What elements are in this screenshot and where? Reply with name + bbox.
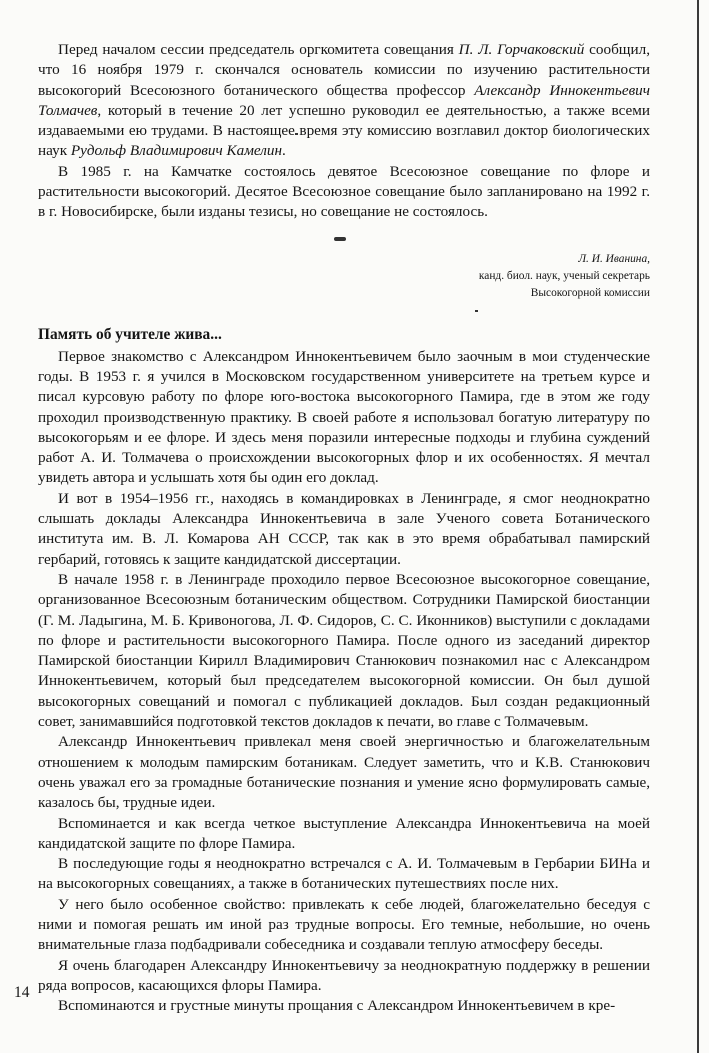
section-paragraph: Первое знакомство с Александром Иннокентьевичем было заочным в мои студенческие годы. В 1953 г. я учился в Московском государственном университете на третьем курсе и писал курсовую работу по флоре юго-востока высокогорного Памира, где в этом же году проходил производственную практику. В своей работе я использовал богатую литературу по высокогорьям и ее флоре. И здесь меня поразили интересные подходы и глубина суждений работ А. И. Толмачева о происхождении высокогорных флор и их особенностях. Я мечтал увидеть автора и услышать хотя бы один его доклад.	[38, 347, 650, 487]
section-paragraph: Вспоминаются и грустные минуты прощания с Александром Иннокентьевичем в кре-	[58, 997, 616, 1015]
section-paragraph: У него было особенное свойство: привлекать к себе людей, благожелательно беседуя с ними и помогая решать им иной раз трудные вопросы. Его темные, небольшие, но очень внимательные глаза подбадривали собеседника и создавали теплую атмосферу беседы.	[38, 895, 650, 954]
signature-block	[38, 251, 650, 302]
section-paragraph: Вспоминается и как всегда четкое выступление Александра Иннокентьевича на моей кандидатской защите по флоре Памира.	[38, 814, 650, 852]
person-name: Рудольф Владимирович Камелин	[70, 142, 283, 160]
scan-edge-rule	[697, 0, 699, 1053]
page-body	[38, 40, 650, 1016]
person-name: Александр Иннокентьевич Толмачев	[38, 81, 651, 119]
section-paragraph: Александр Иннокентьевич привлекал меня своей энергичностью и благожелательным отношением к молодым памирским ботаникам. Следует заметить, что и К.В. Станюкович очень уважал его за громадные ботанические познания и умение ясно формулировать самые, казалось бы, трудные идеи.	[38, 733, 650, 812]
person-name: П. Л. Горчаковский	[458, 41, 585, 58]
signature-title: канд. биол. наук, ученый секретарь	[478, 269, 650, 282]
intro-paragraph-1: Перед началом сессии председатель оргкомитета совещания П. Л. Горчаковский сообщил, что 16 ноября 1979 г. скончался основатель комиссии по изучению растительности высокогорий Всесоюзного ботанического общества профессор Александр Иннокентьевич Толмачев, который в течение 20 лет успешно руководил ее деятельностью, а также всеми издаваемыми ею трудами. В настоящее время эту комиссию возглавил доктор биологических наук Рудольф Владимирович Камелин.	[38, 41, 651, 160]
section-paragraph: В последующие годы я неоднократно встречался с А. И. Толмачевым в Гербарии БИНа и на высокогорных совещаниях, а также в ботанических путешествиях после них.	[38, 855, 650, 893]
page-number: 14	[14, 984, 30, 1001]
signature-name: Л. И. Иванина,	[578, 252, 650, 265]
section-paragraph: В начале 1958 г. в Ленинграде проходило первое Всесоюзное высокогорное совещание, организованное Всесоюзным ботаническим обществом. Сотрудники Памирской биостанции (Г. М. Ладыгина, М. Б. Кривоногова, Л. Ф. Сидоров, С. С. Иконников) выступили с докладами по флоре и растительности высокогорного Памира. После одного из заседаний директор Памирской биостанции Кирилл Владимирович Станюкович познакомил нас с Александром Иннокентьевичем, который был председателем высокогорной комиссии. Он был душой высокогорных совещаний и помогал с публикацией докладов. Был создан редакционный совет, занимавшийся подготовкой текстов докладов к печати, во главе с Толмачевым.	[38, 570, 650, 731]
section-paragraph: И вот в 1954–1956 гг., находясь в командировках в Ленинграде, я смог неоднократно слышать доклады Александра Иннокентьевича в зале Ученого совета Ботанического института им. В. Л. Комарова АН СССР, так как в это время обрабатывал памирский гербарий, готовясь к защите кандидатской диссертации.	[38, 489, 650, 568]
section-heading: Память об учителе жива...	[38, 325, 222, 343]
section-paragraph: Я очень благодарен Александру Иннокентьевичу за неоднократную поддержку в решении ряда вопросов, касающихся флоры Памира.	[38, 956, 650, 994]
intro-paragraph-2: В 1985 г. на Камчатке состоялось девятое Всесоюзное совещание по флоре и растительности высокогорий. Десятое Всесоюзное совещание было запланировано на 1992 г. в г. Новосибирске, были изданы тезисы, но совещание не состоялось.	[38, 162, 650, 221]
signature-affiliation: Высокогорной комиссии	[530, 286, 650, 299]
